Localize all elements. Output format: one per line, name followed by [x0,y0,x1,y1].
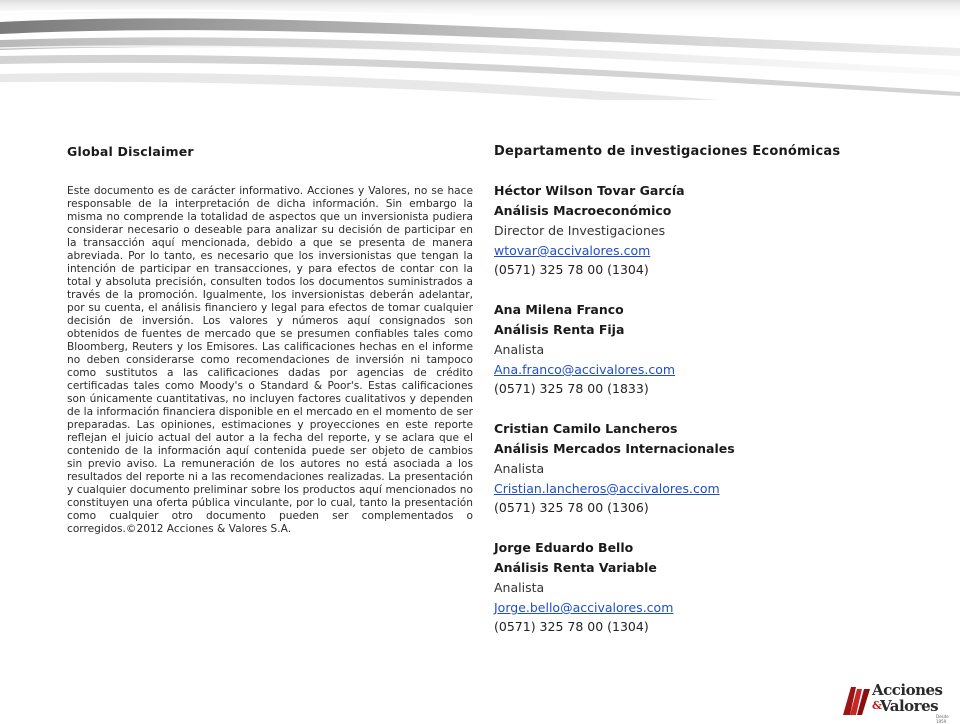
contact-role: Analista [494,461,545,476]
contact-phone: (0571) 325 78 00 (1833) [494,381,649,396]
contact-card [494,300,894,399]
contact-card [494,181,894,280]
logo-tagline: Desde 1959 [936,714,949,724]
contact-role: Director de Investigaciones [494,223,666,238]
contact-phone: (0571) 325 78 00 (1304) [494,262,649,277]
contact-email-link[interactable]: Cristian.lancheros@accivalores.com [494,481,720,496]
av-logo-icon [842,683,872,717]
contact-email-link[interactable]: wtovar@accivalores.com [494,243,651,258]
contact-email-link[interactable]: Ana.franco@accivalores.com [494,362,676,377]
contact-card [494,538,894,637]
contact-area: Análisis Mercados Internacionales [494,441,735,456]
contact-phone: (0571) 325 78 00 (1306) [494,500,649,515]
contact-area: Análisis Macroeconómico [494,203,672,218]
contact-name: Jorge Eduardo Bello [494,540,634,555]
logo-ampersand: & [872,699,882,712]
department-section [494,144,894,657]
contact-area: Análisis Renta Fija [494,322,625,337]
disclaimer-section [67,144,473,536]
logo-line-1: Acciones [872,681,943,699]
disclaimer-title: Global Disclaimer [67,144,194,159]
company-logo [842,680,954,724]
disclaimer-body: Este documento es de carácter informativo. Acciones y Valores, no se hace responsable de la interpretación de dicha información. Sin embargo la misma no comprende la totalidad de aspectos que un inversionista pudiera considerar necesario o deseable para analizar su decisión de participar en la transacción aquí mencionada, debido a que se presenta de manera abreviada. Por lo tanto, es necesario que los inversionistas que tengan la intención de participar en transacciones, y para efectos de contar con la total y absoluta precisión, consulten todos los documentos suministrados a través de la promoción. Igualmente, los inversionistas deberán adelantar, por su cuenta, el análisis financiero y legal para efectos de tomar cualquier decisión de inversión. Los valores y números aquí consignados son obtenidos de fuentes de mercado que se presumen confiables tales como Bloomberg, Reuters y los Emisores. Las calificaciones hechas en el informe no deben considerarse como recomendaciones de inversión ni tampoco como sustitutos a las calificaciones dadas por agencias de crédito certificadas tales como Moody's o Standard & Poor's. Estas calificaciones son únicamente cuantitativas, no incluyen factores cualitativos y dependen de la información financiera disponible en el mercado en el momento de ser preparadas. Las opiniones, estimaciones y proyecciones en este reporte reflejan el juicio actual del autor a la fecha del reporte, y se aclara que el contenido de la información aquí contenida puede ser objeto de cambios sin previo aviso. La remuneración de los autores no está asociada a los resultados del reporte ni a las recomendaciones realizadas. La presentación y cualquier documento preliminar sobre los productos aquí mencionados no constituyen una oferta pública vinculante, por lo cual, tanto la presentación como cualquier otro documento pueden ser complementados o corregidos.©2012 Acciones & Valores S.A. [67,185,473,535]
contact-name: Cristian Camilo Lancheros [494,421,678,436]
header-swoosh-decoration [0,0,960,110]
department-title: Departamento de investigaciones Económicas [494,144,841,159]
contact-name: Ana Milena Franco [494,302,624,317]
contact-name: Héctor Wilson Tovar García [494,183,685,198]
contact-card [494,419,894,518]
logo-line-2: Valores [880,697,939,715]
contact-role: Analista [494,580,545,595]
contact-role: Analista [494,342,545,357]
contact-area: Análisis Renta Variable [494,560,657,575]
contact-email-link[interactable]: Jorge.bello@accivalores.com [494,600,674,615]
contact-phone: (0571) 325 78 00 (1304) [494,619,649,634]
